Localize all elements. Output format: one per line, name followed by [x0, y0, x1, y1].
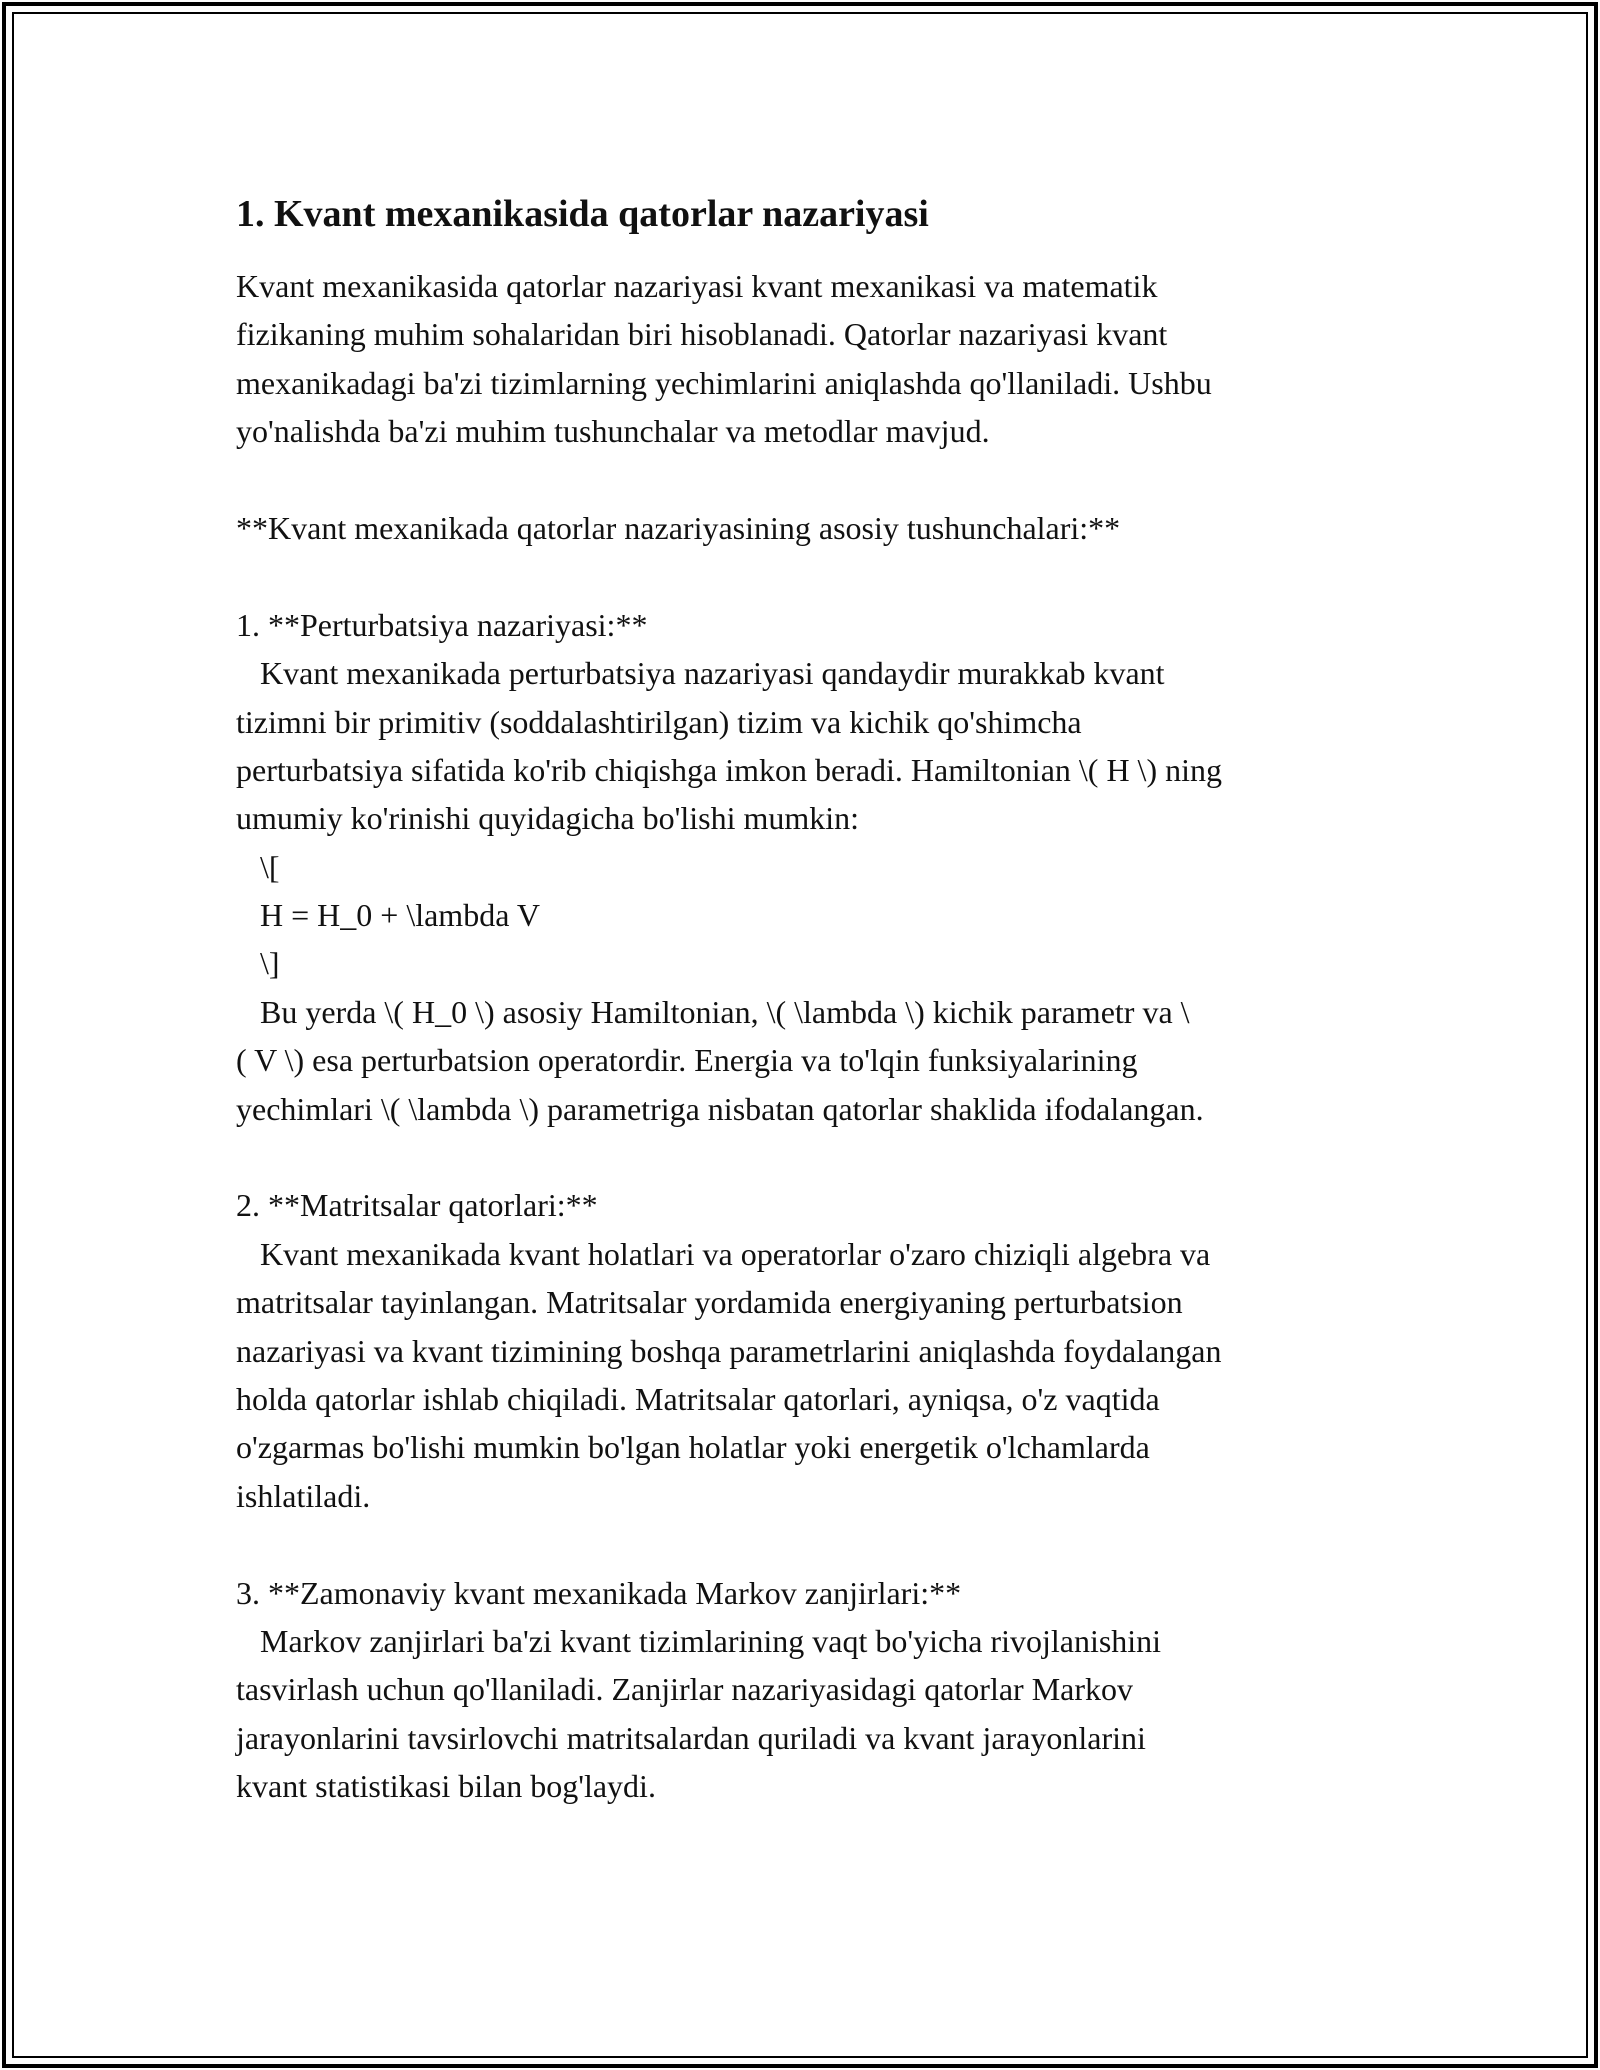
text-line: \]	[236, 945, 280, 982]
text-line: H = H_0 + \lambda V	[236, 897, 540, 934]
text-line: ishlatiladi.	[236, 1477, 371, 1514]
text-line: nazariyasi va kvant tizimining boshqa parametrlarini aniqlashda foydalangan	[236, 1332, 1222, 1369]
text-line: 1. **Perturbatsiya nazariyasi:**	[236, 606, 648, 643]
document-text	[236, 262, 1376, 1811]
text-line: Kvant mexanikada perturbatsiya nazariyasi qandaydir murakkab kvant	[236, 655, 1165, 692]
text-line: jarayonlarini tavsirlovchi matritsalardan quriladi va kvant jarayonlarini	[236, 1719, 1146, 1756]
text-line: umumiy ko'rinishi quyidagicha bo'lishi mumkin:	[236, 800, 860, 837]
text-line: Markov zanjirlari ba'zi kvant tizimlarining vaqt bo'yicha rivojlanishini	[236, 1622, 1162, 1659]
text-line: yo'nalishda ba'zi muhim tushunchalar va metodlar mavjud.	[236, 413, 990, 450]
blank-line	[236, 1520, 1376, 1568]
text-line: matritsalar tayinlangan. Matritsalar yordamida energiyaning perturbatsion	[236, 1284, 1183, 1321]
text-line: fizikaning muhim sohalaridan biri hisoblanadi. Qatorlar nazariyasi kvant	[236, 316, 1168, 353]
text-line: perturbatsiya sifatida ko'rib chiqishga imkon beradi. Hamiltonian \( H \) ning	[236, 751, 1222, 788]
text-line: Bu yerda \( H_0 \) asosiy Hamiltonian, \( \lambda \) kichik parametr va \	[236, 993, 1190, 1030]
text-line: yechimlari \( \lambda \) parametriga nisbatan qatorlar shaklida ifodalangan.	[236, 1090, 1204, 1127]
document-title: 1. Kvant mexanikasida qatorlar nazariyasi	[236, 193, 929, 235]
text-line: o'zgarmas bo'lishi mumkin bo'lgan holatlar yoki energetik o'lchamlarda	[236, 1429, 1150, 1466]
text-line: 2. **Matritsalar qatorlari:**	[236, 1187, 598, 1224]
text-line: ( V \) esa perturbatsion operatordir. Energia va to'lqin funksiyalarining	[236, 1042, 1138, 1079]
blank-line	[236, 1133, 1376, 1181]
text-line: holda qatorlar ishlab chiqiladi. Matritsalar qatorlari, ayniqsa, o'z vaqtida	[236, 1380, 1160, 1417]
text-line: tizimni bir primitiv (soddalashtirilgan) tizim va kichik qo'shimcha	[236, 703, 1082, 740]
blank-line	[236, 552, 1376, 600]
text-line: tasvirlash uchun qo'llaniladi. Zanjirlar nazariyasidagi qatorlar Markov	[236, 1671, 1134, 1708]
blank-line	[236, 456, 1376, 504]
text-line: Kvant mexanikada kvant holatlari va operatorlar o'zaro chiziqli algebra va	[236, 1235, 1211, 1272]
text-line: kvant statistikasi bilan bog'laydi.	[236, 1768, 656, 1805]
text-line: 3. **Zamonaviy kvant mexanikada Markov zanjirlari:**	[236, 1574, 962, 1611]
text-line: **Kvant mexanikada qatorlar nazariyasining asosiy tushunchalari:**	[236, 509, 1121, 546]
text-line: \[	[236, 848, 280, 885]
document-body	[236, 184, 1376, 1811]
text-line: Kvant mexanikasida qatorlar nazariyasi kvant mexanikasi va matematik	[236, 268, 1158, 304]
text-line: mexanikadagi ba'zi tizimlarning yechimlarini aniqlashda qo'llaniladi. Ushbu	[236, 364, 1212, 401]
